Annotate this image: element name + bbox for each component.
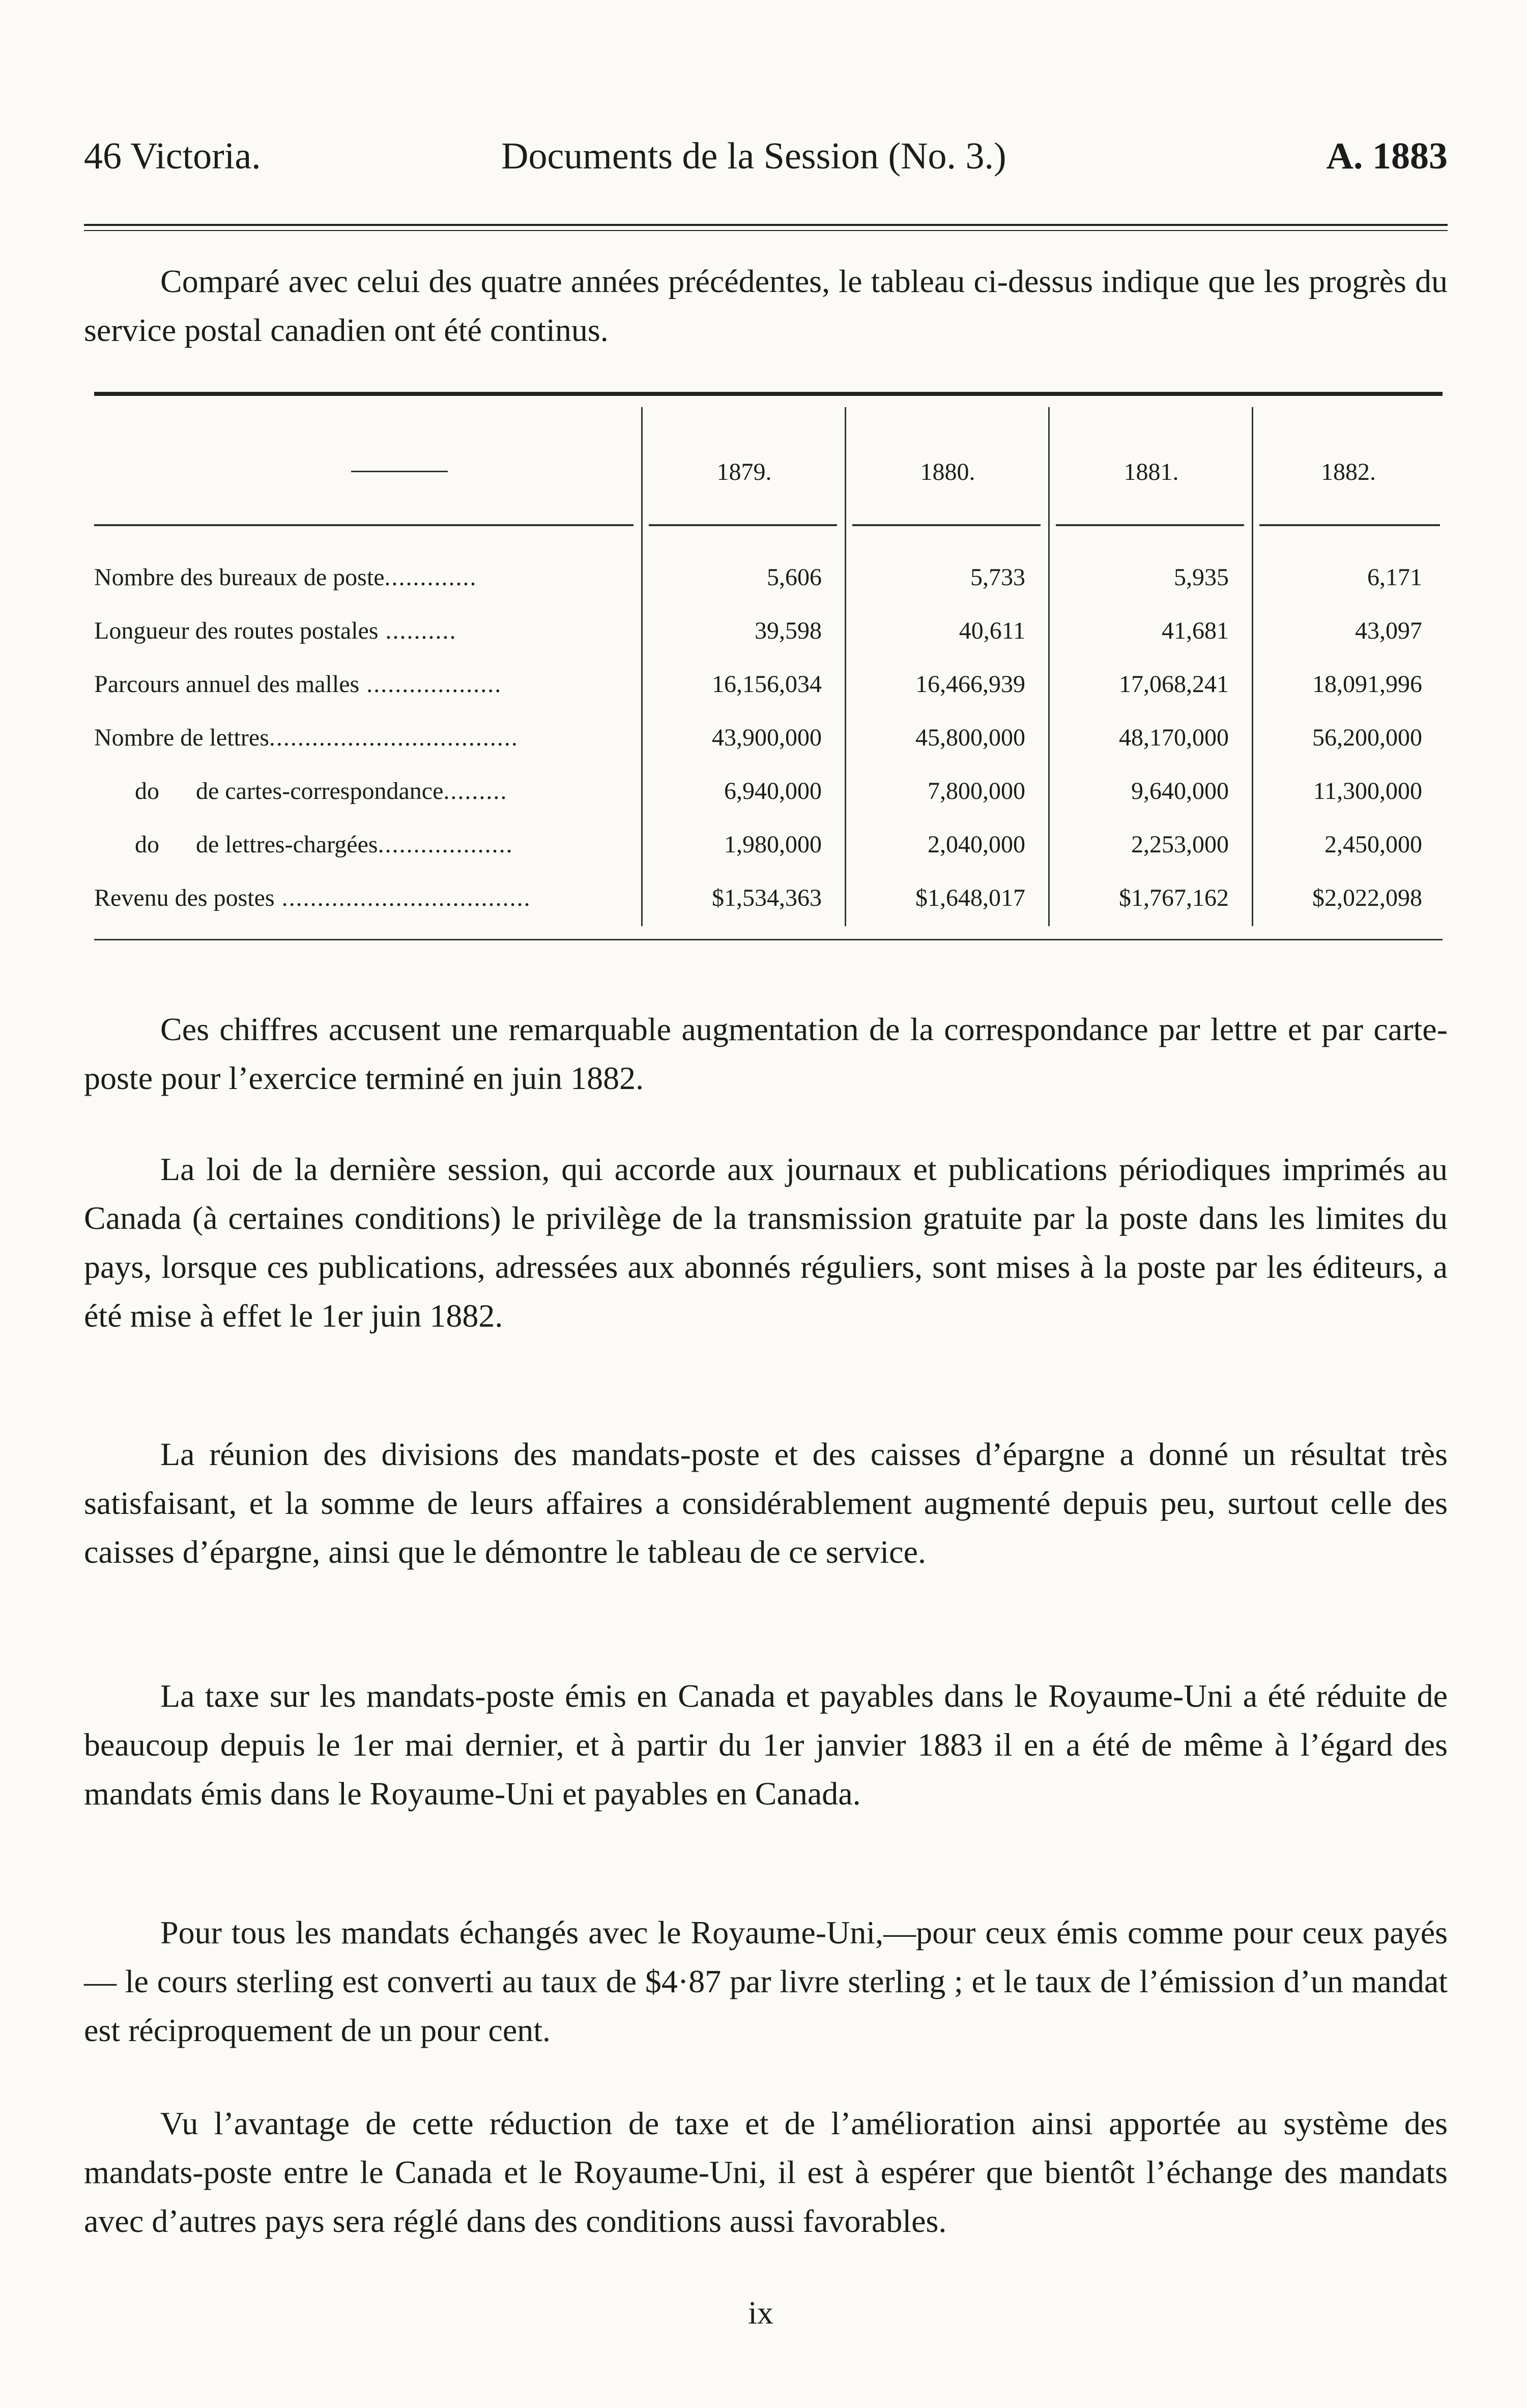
table-cell: 2,253,000 xyxy=(1131,831,1229,858)
body-paragraph: La loi de la dernière session, qui accorde aux journaux et publications périodiques imprimés au Canada (à certaines conditions) le privilège de la transmission gratuite par la poste dans les limites du pays, lorsque ces publications, adressées aux abonnés réguliers, sont mises à la poste par les éditeurs, a été mise à effet le 1er juin 1882. xyxy=(84,1151,1448,1334)
table-cell: 17,068,241 xyxy=(1119,671,1229,698)
column-header-1880: 1880. xyxy=(920,458,975,485)
header-rule xyxy=(84,224,1448,231)
table-cell: 5,733 xyxy=(970,564,1025,591)
table-cell: 16,156,034 xyxy=(712,671,822,698)
table-top-rule xyxy=(94,392,1443,396)
table-cell: 6,171 xyxy=(1367,564,1422,591)
table-cell: 2,040,000 xyxy=(928,831,1025,858)
row-label: Revenu des postes ................................... xyxy=(94,884,531,911)
table-cell: 11,300,000 xyxy=(1313,778,1422,805)
table-cell: $1,767,162 xyxy=(1119,884,1229,911)
table-cell: 43,097 xyxy=(1355,617,1422,644)
column-header-1881: 1881. xyxy=(1123,458,1179,485)
column-divider xyxy=(845,407,846,926)
table-cell: 9,640,000 xyxy=(1131,778,1229,805)
running-header xyxy=(84,133,1448,179)
body-paragraph: La taxe sur les mandats-poste émis en Canada et payables dans le Royaume-Uni a été réduite de beaucoup depuis le 1er mai dernier, et à partir du 1er janvier 1883 il en a été de même à l’égard des mandats émis dans le Royaume-Uni et payables en Canada. xyxy=(84,1678,1448,1812)
row-label: Parcours annuel des malles ................... xyxy=(94,671,502,698)
table-cell: 48,170,000 xyxy=(1119,724,1229,751)
column-divider xyxy=(641,407,643,926)
body-paragraph: Pour tous les mandats échangés avec le Royaume-Uni,—pour ceux émis comme pour ceux payés— le cours sterling est converti au taux de $4·87 par livre sterling ; et le taux de l’émission d’un mandat est réciproquement de un pour cent. xyxy=(84,1914,1448,2048)
page-number: ix xyxy=(748,2295,773,2331)
header-rule xyxy=(649,524,837,526)
column-divider xyxy=(1252,407,1253,926)
column-divider xyxy=(1048,407,1050,926)
statistics-table xyxy=(94,392,1443,962)
row-label: Nombre des bureaux de poste............. xyxy=(94,564,477,591)
table-cell: 2,450,000 xyxy=(1324,831,1422,858)
header-rule xyxy=(1056,524,1244,526)
column-header-1879: 1879. xyxy=(716,458,772,485)
table-cell: 16,466,939 xyxy=(915,671,1025,698)
body-paragraph: La réunion des divisions des mandats-poste et des caisses d’épargne a donné un résultat très satisfaisant, et la somme de leurs affaires a considérablement augmenté depuis peu, surtout celle des caisses d’épargne, ainsi que le démontre le tableau de ce service. xyxy=(84,1436,1448,1570)
table-cell: 56,200,000 xyxy=(1312,724,1422,751)
header-title: Documents de la Session (No. 3.) xyxy=(501,135,1006,177)
header-rule xyxy=(852,524,1041,526)
header-rule xyxy=(94,524,633,526)
table-cell: $1,534,363 xyxy=(712,884,822,911)
table-cell: $2,022,098 xyxy=(1312,884,1422,911)
row-label: do de lettres-chargées................... xyxy=(135,831,513,858)
table-cell: 7,800,000 xyxy=(928,778,1025,805)
body-paragraph: Ces chiffres accusent une remarquable augmentation de la correspondance par lettre et par carte-poste pour l’exercice terminé en juin 1882. xyxy=(84,1011,1448,1096)
table-cell: 39,598 xyxy=(755,617,822,644)
header-rule xyxy=(1259,524,1440,526)
table-cell: 5,606 xyxy=(767,564,822,591)
table-cell: 1,980,000 xyxy=(724,831,822,858)
table-cell: 5,935 xyxy=(1174,564,1229,591)
column-header-1882: 1882. xyxy=(1321,458,1376,485)
body-paragraph: Vu l’avantage de cette réduction de taxe et de l’amélioration ainsi apportée au système des mandats-poste entre le Canada et le Royaume-Uni, il est à espérer que bientôt l’échange des mandats avec d’autres pays sera réglé dans des conditions aussi favorables. xyxy=(84,2105,1448,2239)
table-cell: 41,681 xyxy=(1162,617,1229,644)
table-bottom-rule xyxy=(94,939,1443,940)
header-regnal-year: 46 Victoria. xyxy=(84,135,261,177)
table-cell: $1,648,017 xyxy=(915,884,1025,911)
row-label: Longueur des routes postales .......... xyxy=(94,617,457,644)
stub-head-dash xyxy=(351,471,448,472)
table-cell: 18,091,996 xyxy=(1312,671,1422,698)
row-label: do de cartes-correspondance......... xyxy=(135,778,508,805)
table-cell: 43,900,000 xyxy=(712,724,822,751)
table-cell: 6,940,000 xyxy=(724,778,822,805)
header-year: A. 1883 xyxy=(1326,135,1448,177)
table-cell: 45,800,000 xyxy=(915,724,1025,751)
intro-paragraph: Comparé avec celui des quatre années précédentes, le tableau ci-dessus indique que les progrès du service postal canadien ont été continus. xyxy=(84,263,1448,348)
table-cell: 40,611 xyxy=(959,617,1025,644)
row-label: Nombre de lettres................................... xyxy=(94,724,518,751)
